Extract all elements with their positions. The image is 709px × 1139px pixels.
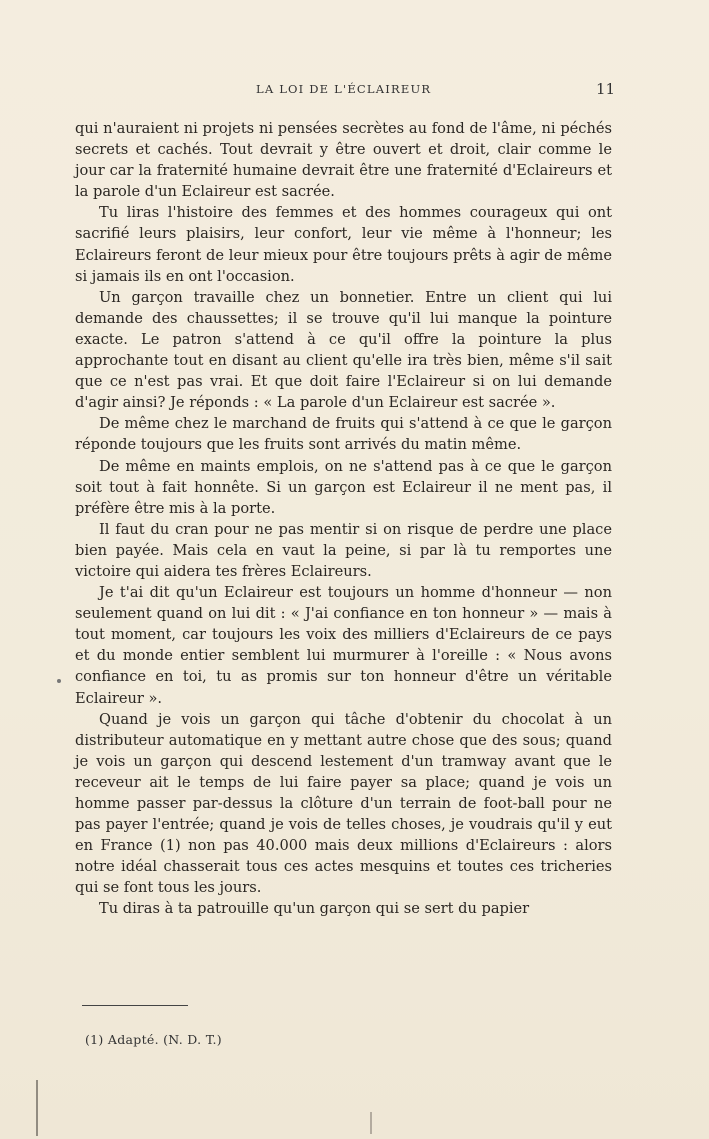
paragraph-8: Quand je vois un garçon qui tâche d'obtenir du chocolat à un distributeur automatique en y mettant autre chose que des sous; quand je vois un garçon qui descend lestement d'un tramway avant que le receveur ait le temps de lui faire payer sa place; quand je vois un homme passer par-dessus la clôture d'un terrain de foot-ball pour ne pas payer l'entrée; quand je vois de telles choses, je voudrais qu'il y eut en France (1) non pas 40.000 mais deux millions d'Eclaireurs : alors notre idéal chasserait tous ces actes mesquins et toutes ces tricheries qui se font tous les jours. [75, 710, 612, 897]
paragraph-1: qui n'auraient ni projets ni pensées secrètes au fond de l'âme, ni péchés secrets et cachés. Tout devrait y être ouvert et droit, clair comme le jour car la fraternité humaine devrait être une fraternité d'Eclaireurs et la parole d'un Eclaireur est sacrée. [75, 120, 612, 201]
body-text [75, 118, 612, 920]
paragraph-5: De même en maints emplois, on ne s'attend pas à ce que le garçon soit tout à fait honnête. Si un garçon est Eclaireur il ne ment pas, il préfère être mis à la porte. [75, 457, 612, 517]
running-title: LA LOI DE L'ÉCLAIREUR [256, 82, 432, 96]
margin-mark [36, 1080, 38, 1136]
paragraph-7: Je t'ai dit qu'un Eclaireur est toujours un homme d'honneur — non seulement quand on lui dit : « J'ai confiance en ton honneur » — mais à tout moment, car toujours les voix des milliers d'Eclaireurs de ce pays et du monde entier semblent lui murmurer à l'oreille : « Nous avons confiance en toi, tu as promis sur ton honneur d'être un véritable Eclaireur ». [75, 584, 612, 707]
bottom-mark [370, 1112, 372, 1134]
page-number: 11 [596, 80, 616, 98]
footnote-rule [82, 1005, 188, 1006]
paragraph-4: De même chez le marchand de fruits qui s'attend à ce que le garçon réponde toujours que les fruits sont arrivés du matin même. [75, 415, 612, 454]
paragraph-3: Un garçon travaille chez un bonnetier. Entre un client qui lui demande des chaussettes; il se trouve qu'il lui manque la pointure exacte. Le patron s'attend à ce qu'il offre la pointure la plus approchante tout en disant au client qu'elle ira très bien, même s'il sait que ce n'est pas vrai. Et que doit faire l'Eclaireur si on lui demande d'agir ainsi? Je réponds : « La parole d'un Eclaireur est sacrée ». [75, 288, 612, 412]
margin-dot [57, 679, 61, 683]
paragraph-6: Il faut du cran pour ne pas mentir si on risque de perdre une place bien payée. Mais cela en vaut la peine, si par là tu remportes une victoire qui aidera tes frères Eclaireurs. [75, 520, 612, 580]
footnote: (1) Adapté. (N. D. T.) [85, 1032, 222, 1047]
paragraph-9: Tu diras à ta patrouille qu'un garçon qui se sert du papier [99, 900, 530, 918]
running-head [0, 80, 709, 102]
paragraph-2: Tu liras l'histoire des femmes et des hommes courageux qui ont sacrifié leurs plaisirs, leur confort, leur vie même à l'honneur; les Eclaireurs feront de leur mieux pour être toujours prêts à agir de même si jamais ils en ont l'occasion. [75, 204, 612, 285]
